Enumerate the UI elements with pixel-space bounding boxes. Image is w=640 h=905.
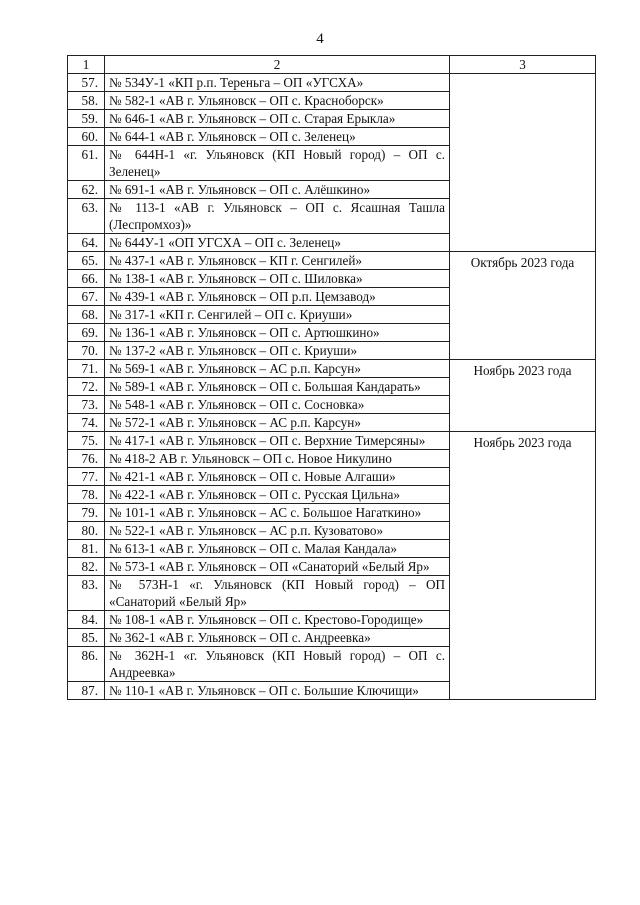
period-cell <box>450 74 596 252</box>
route-name: № 362-1 «АВ г. Ульяновск – ОП с. Андреевка» <box>105 629 450 647</box>
row-number: 87. <box>68 682 105 700</box>
row-number: 84. <box>68 611 105 629</box>
row-number: 57. <box>68 74 105 92</box>
row-number: 64. <box>68 234 105 252</box>
row-number: 65. <box>68 252 105 270</box>
row-number: 71. <box>68 360 105 378</box>
route-name: № 573-1 «АВ г. Ульяновск – ОП «Санаторий «Белый Яр» <box>105 558 450 576</box>
route-name: № 573Н-1 «г. Ульяновск (КП Новый город) – ОП «Санаторий «Белый Яр» <box>105 576 450 611</box>
route-name: № 417-1 «АВ г. Ульяновск – ОП с. Верхние Тимерсяны» <box>105 432 450 450</box>
route-name: № 644У-1 «ОП УГСХА – ОП с. Зеленец» <box>105 234 450 252</box>
table-row <box>68 252 596 270</box>
row-number: 61. <box>68 146 105 181</box>
column-header-period: 3 <box>450 56 596 74</box>
row-number: 77. <box>68 468 105 486</box>
route-name: № 110-1 «АВ г. Ульяновск – ОП с. Большие Ключищи» <box>105 682 450 700</box>
row-number: 74. <box>68 414 105 432</box>
route-name: № 137-2 «АВ г. Ульяновск – ОП с. Криуши» <box>105 342 450 360</box>
table-row <box>68 432 596 450</box>
row-number: 66. <box>68 270 105 288</box>
period-label: Ноябрь 2023 года <box>473 363 572 378</box>
row-number: 75. <box>68 432 105 450</box>
route-name: № 569-1 «АВ г. Ульяновск – АС р.п. Карсун» <box>105 360 450 378</box>
route-name: № 646-1 «АВ г. Ульяновск – ОП с. Старая Ерыкла» <box>105 110 450 128</box>
route-name: № 522-1 «АВ г. Ульяновск – АС р.п. Кузоватово» <box>105 522 450 540</box>
row-number: 80. <box>68 522 105 540</box>
row-number: 68. <box>68 306 105 324</box>
route-name: № 317-1 «КП г. Сенгилей – ОП с. Криуши» <box>105 306 450 324</box>
row-number: 67. <box>68 288 105 306</box>
page-number: 4 <box>316 31 324 47</box>
route-name: № 644-1 «АВ г. Ульяновск – ОП с. Зеленец» <box>105 128 450 146</box>
route-name: № 582-1 «АВ г. Ульяновск – ОП с. Красноборск» <box>105 92 450 110</box>
routes-table <box>67 55 596 700</box>
period-cell <box>450 252 596 360</box>
row-number: 85. <box>68 629 105 647</box>
route-name: № 534У-1 «КП р.п. Тереньга – ОП «УГСХА» <box>105 74 450 92</box>
row-number: 72. <box>68 378 105 396</box>
row-number: 86. <box>68 647 105 682</box>
row-number: 70. <box>68 342 105 360</box>
route-name: № 113-1 «АВ г. Ульяновск – ОП с. Ясашная Ташла (Леспромхоз)» <box>105 199 450 234</box>
period-cell <box>450 432 596 700</box>
row-number: 73. <box>68 396 105 414</box>
route-name: № 101-1 «АВ г. Ульяновск – АС с. Большое Нагаткино» <box>105 504 450 522</box>
row-number: 78. <box>68 486 105 504</box>
table-row <box>68 74 596 92</box>
route-name: № 572-1 «АВ г. Ульяновск – АС р.п. Карсун» <box>105 414 450 432</box>
row-number: 83. <box>68 576 105 611</box>
row-number: 76. <box>68 450 105 468</box>
route-name: № 437-1 «АВ г. Ульяновск – КП г. Сенгилей» <box>105 252 450 270</box>
route-name: № 422-1 «АВ г. Ульяновск – ОП с. Русская Цильна» <box>105 486 450 504</box>
row-number: 79. <box>68 504 105 522</box>
route-name: № 548-1 «АВ г. Ульяновск – ОП с. Сосновка» <box>105 396 450 414</box>
route-name: № 439-1 «АВ г. Ульяновск – ОП р.п. Цемзавод» <box>105 288 450 306</box>
route-name: № 136-1 «АВ г. Ульяновск – ОП с. Артюшкино» <box>105 324 450 342</box>
route-name: № 613-1 «АВ г. Ульяновск – ОП с. Малая Кандала» <box>105 540 450 558</box>
column-header-number: 1 <box>68 56 105 74</box>
period-label: Ноябрь 2023 года <box>473 435 572 450</box>
route-name: № 589-1 «АВ г. Ульяновск – ОП с. Большая Кандарать» <box>105 378 450 396</box>
row-number: 58. <box>68 92 105 110</box>
row-number: 69. <box>68 324 105 342</box>
row-number: 82. <box>68 558 105 576</box>
route-name: № 108-1 «АВ г. Ульяновск – ОП с. Крестово-Городище» <box>105 611 450 629</box>
route-name: № 421-1 «АВ г. Ульяновск – ОП с. Новые Алгаши» <box>105 468 450 486</box>
table-header-row <box>68 56 596 74</box>
row-number: 62. <box>68 181 105 199</box>
route-name: № 691-1 «АВ г. Ульяновск – ОП с. Алёшкино» <box>105 181 450 199</box>
row-number: 63. <box>68 199 105 234</box>
route-name: № 644Н-1 «г. Ульяновск (КП Новый город) – ОП с. Зеленец» <box>105 146 450 181</box>
period-cell <box>450 360 596 432</box>
route-name: № 138-1 «АВ г. Ульяновск – ОП с. Шиловка» <box>105 270 450 288</box>
route-name: № 362Н-1 «г. Ульяновск (КП Новый город) – ОП с. Андреевка» <box>105 647 450 682</box>
route-name: № 418-2 АВ г. Ульяновск – ОП с. Новое Никулино <box>105 450 450 468</box>
table-row <box>68 360 596 378</box>
period-label: Октябрь 2023 года <box>470 255 575 270</box>
column-header-route: 2 <box>105 56 450 74</box>
row-number: 81. <box>68 540 105 558</box>
row-number: 59. <box>68 110 105 128</box>
table-body <box>68 74 596 700</box>
row-number: 60. <box>68 128 105 146</box>
